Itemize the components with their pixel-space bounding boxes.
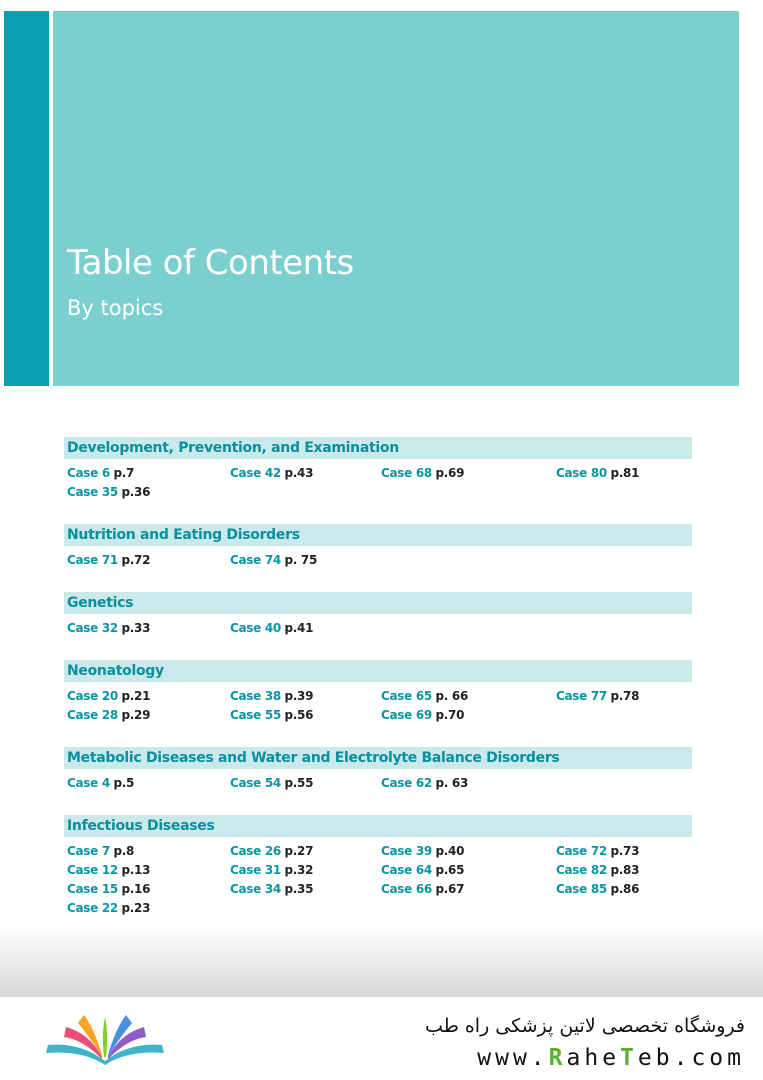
footer-banner [0,997,763,1080]
toc-entry[interactable] [64,619,227,638]
page-number: p.36 [121,485,151,499]
toc-entry[interactable] [378,842,553,861]
page-number: p.27 [284,844,314,858]
toc-section [64,592,692,638]
case-link[interactable]: Case 82 [556,863,607,877]
case-link[interactable]: Case 42 [230,466,281,480]
toc-entry[interactable] [378,464,553,483]
case-link[interactable]: Case 12 [67,863,118,877]
page-number: p.21 [121,689,151,703]
page-number: p.13 [121,863,151,877]
url-r: R [548,1045,567,1071]
page-number: p.65 [435,863,465,877]
entry-grid [64,614,692,638]
url-t: T [620,1045,638,1071]
page-number: p.56 [284,708,314,722]
page-number: p.40 [435,844,465,858]
toc-entry[interactable] [378,687,553,706]
case-link[interactable]: Case 7 [67,844,110,858]
case-link[interactable]: Case 74 [230,553,281,567]
toc-sections [64,437,692,940]
toc-entry[interactable] [553,880,692,899]
toc-entry[interactable] [64,483,227,502]
toc-entry[interactable] [227,706,378,725]
page-number: p.8 [113,844,135,858]
entry-grid [64,769,692,793]
case-link[interactable]: Case 66 [381,882,432,896]
toc-entry[interactable] [227,842,378,861]
toc-section [64,747,692,793]
case-link[interactable]: Case 80 [556,466,607,480]
toc-entry[interactable] [64,880,227,899]
case-link[interactable]: Case 26 [230,844,281,858]
case-link[interactable]: Case 62 [381,776,432,790]
page-number: p.16 [121,882,151,896]
page-number: p. 63 [435,776,469,790]
toc-entry[interactable] [227,551,378,570]
toc-section [64,660,692,725]
toc-entry[interactable] [227,861,378,880]
toc-entry[interactable] [378,880,553,899]
page-number: p.33 [121,621,151,635]
page-number: p.35 [284,882,314,896]
toc-entry[interactable] [378,706,553,725]
toc-entry[interactable] [64,842,227,861]
case-link[interactable]: Case 20 [67,689,118,703]
section-heading: Metabolic Diseases and Water and Electrolyte Balance Disorders [64,747,692,769]
toc-entry[interactable] [64,687,227,706]
page-number: p.81 [610,466,640,480]
entry-grid [64,546,692,570]
toc-entry[interactable] [64,551,227,570]
page-number: p.69 [435,466,465,480]
entry-grid [64,682,692,725]
page-number: p.70 [435,708,465,722]
case-link[interactable]: Case 64 [381,863,432,877]
header-panel [53,11,739,386]
toc-entry[interactable] [553,687,692,706]
toc-entry[interactable] [378,774,553,793]
page-number: p.55 [284,776,314,790]
url-mid: ahe [566,1045,621,1071]
page-number: p.78 [610,689,640,703]
page-number: p.83 [610,863,640,877]
case-link[interactable]: Case 32 [67,621,118,635]
url-prefix: www. [477,1045,549,1071]
toc-entry[interactable] [227,880,378,899]
section-heading: Nutrition and Eating Disorders [64,524,692,546]
case-link[interactable]: Case 22 [67,901,118,915]
case-link[interactable]: Case 55 [230,708,281,722]
page-number: p.43 [284,466,314,480]
case-link[interactable]: Case 85 [556,882,607,896]
page-number: p. 66 [435,689,469,703]
toc-entry[interactable] [227,464,378,483]
url-end: eb.com [637,1045,745,1071]
section-heading: Development, Prevention, and Examination [64,437,692,459]
toc-entry[interactable] [64,861,227,880]
page-subtitle: By topics [67,296,164,320]
toc-entry[interactable] [64,899,227,918]
page-number: p.39 [284,689,314,703]
toc-entry[interactable] [227,687,378,706]
open-book-logo-icon [40,1009,170,1069]
case-link[interactable]: Case 40 [230,621,281,635]
accent-bar [4,11,49,386]
entry-grid [64,837,692,918]
section-heading: Infectious Diseases [64,815,692,837]
case-link[interactable]: Case 72 [556,844,607,858]
page-number: p.73 [610,844,640,858]
toc-entry[interactable] [553,842,692,861]
toc-entry[interactable] [64,706,227,725]
toc-entry[interactable] [64,774,227,793]
case-link[interactable]: Case 34 [230,882,281,896]
page-title: Table of Contents [67,243,354,283]
case-link[interactable]: Case 38 [230,689,281,703]
section-heading: Neonatology [64,660,692,682]
case-link[interactable]: Case 65 [381,689,432,703]
page-number: p.7 [113,466,135,480]
page-number: p.72 [121,553,151,567]
case-link[interactable]: Case 31 [230,863,281,877]
case-link[interactable]: Case 4 [67,776,110,790]
toc-entry[interactable] [227,619,378,638]
toc-entry[interactable] [553,464,692,483]
page-number: p.67 [435,882,465,896]
case-link[interactable]: Case 68 [381,466,432,480]
toc-entry[interactable] [553,861,692,880]
section-heading: Genetics [64,592,692,614]
entry-grid [64,459,692,502]
case-link[interactable]: Case 6 [67,466,110,480]
case-link[interactable]: Case 39 [381,844,432,858]
page-number: p.5 [113,776,135,790]
case-link[interactable]: Case 35 [67,485,118,499]
page-number: p.86 [610,882,640,896]
case-link[interactable]: Case 77 [556,689,607,703]
toc-section [64,524,692,570]
toc-section [64,815,692,918]
page-number: p.29 [121,708,151,722]
store-url [477,1045,745,1071]
toc-entry[interactable] [227,774,378,793]
case-link[interactable]: Case 71 [67,553,118,567]
toc-entry[interactable] [378,861,553,880]
page-bottom-shadow [0,925,763,997]
case-link[interactable]: Case 54 [230,776,281,790]
case-link[interactable]: Case 69 [381,708,432,722]
page-number: p.23 [121,901,151,915]
page-number: p.32 [284,863,314,877]
store-name: فروشگاه تخصصی لاتین پزشکی راه طب [425,1015,745,1037]
case-link[interactable]: Case 28 [67,708,118,722]
page-number: p. 75 [284,553,318,567]
case-link[interactable]: Case 15 [67,882,118,896]
page-number: p.41 [284,621,314,635]
toc-entry[interactable] [64,464,227,483]
toc-section [64,437,692,502]
